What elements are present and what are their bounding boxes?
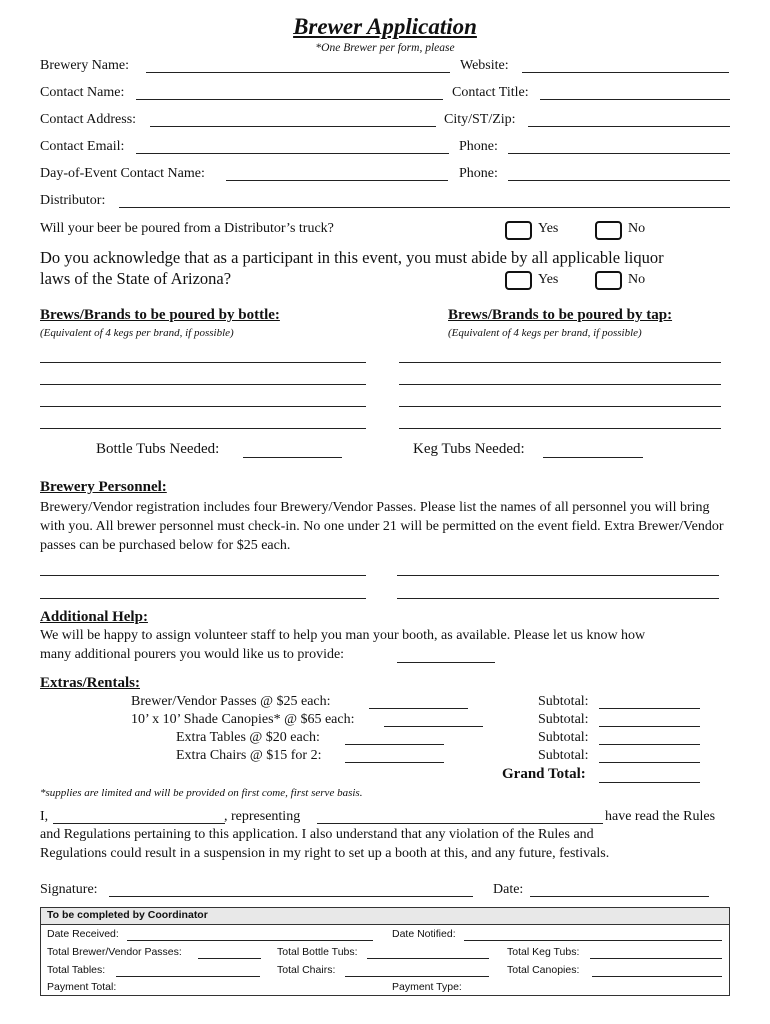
subtotal-label-1: Subtotal:	[538, 694, 589, 709]
subtotal-label-4: Subtotal:	[538, 748, 589, 763]
bottle-brand-field-4[interactable]	[40, 428, 366, 429]
total-canopies-field[interactable]	[592, 976, 722, 977]
contact-email-field[interactable]	[136, 153, 449, 154]
personnel-field-4[interactable]	[397, 598, 719, 599]
canopies-qty-field[interactable]	[384, 726, 483, 727]
extras-header: Extras/Rentals:	[40, 675, 140, 691]
phone-field[interactable]	[508, 153, 730, 154]
truck-yes-label: Yes	[538, 221, 559, 236]
truck-question: Will your beer be poured from a Distributor’s truck?	[40, 221, 334, 236]
total-tables-field[interactable]	[116, 976, 260, 977]
ack-question-line1: Do you acknowledge that as a participant in this event, you must abide by all applicable liquor	[40, 248, 664, 267]
day-of-event-contact-label: Day-of-Event Contact Name:	[40, 166, 205, 181]
total-passes-field[interactable]	[198, 958, 261, 959]
agreement-have-read: have read the Rules	[605, 809, 716, 824]
coordinator-title: To be completed by Coordinator	[47, 909, 208, 921]
website-label: Website:	[460, 58, 509, 73]
contact-title-field[interactable]	[540, 99, 730, 100]
grand-total-label: Grand Total:	[502, 766, 586, 782]
extras-item-chairs: Extra Chairs @ $15 for 2:	[176, 748, 322, 763]
contact-name-label: Contact Name:	[40, 85, 125, 100]
subtotal-field-2[interactable]	[599, 726, 700, 727]
date-received-label: Date Received:	[47, 928, 119, 940]
subtotal-label-3: Subtotal:	[538, 730, 589, 745]
contact-name-field[interactable]	[136, 99, 443, 100]
total-bottle-tubs-label: Total Bottle Tubs:	[277, 946, 358, 958]
bottle-brand-field-2[interactable]	[40, 384, 366, 385]
coordinator-box	[40, 907, 730, 996]
subtotal-field-1[interactable]	[599, 708, 700, 709]
page-subtitle: *One Brewer per form, please	[315, 42, 455, 54]
subtotal-label-2: Subtotal:	[538, 712, 589, 727]
tap-header: Brews/Brands to be poured by tap:	[448, 307, 673, 323]
subtotal-field-4[interactable]	[599, 762, 700, 763]
total-chairs-label: Total Chairs:	[277, 964, 336, 976]
contact-email-label: Contact Email:	[40, 139, 125, 154]
extras-footnote: *supplies are limited and will be provided on first come, first serve basis.	[40, 787, 363, 799]
tables-qty-field[interactable]	[345, 744, 444, 745]
agreement-company-field[interactable]	[317, 823, 603, 824]
contact-address-field[interactable]	[150, 126, 436, 127]
personnel-field-1[interactable]	[40, 575, 366, 576]
date-notified-label: Date Notified:	[392, 928, 456, 940]
bottle-note: (Equivalent of 4 kegs per brand, if possible)	[40, 327, 234, 339]
tap-brand-field-3[interactable]	[399, 406, 721, 407]
bottle-tubs-label: Bottle Tubs Needed:	[96, 441, 220, 457]
extras-item-tables: Extra Tables @ $20 each:	[176, 730, 320, 745]
total-passes-label: Total Brewer/Vendor Passes:	[47, 946, 182, 958]
contact-address-label: Contact Address:	[40, 112, 137, 127]
personnel-field-3[interactable]	[40, 598, 366, 599]
total-keg-tubs-label: Total Keg Tubs:	[507, 946, 580, 958]
distributor-field[interactable]	[119, 207, 730, 208]
page-title: Brewer Application	[293, 14, 477, 39]
payment-total-label: Payment Total:	[47, 981, 117, 993]
signature-field[interactable]	[109, 896, 473, 897]
truck-yes-checkbox[interactable]	[505, 221, 532, 240]
bottle-brand-field-3[interactable]	[40, 406, 366, 407]
city-st-zip-label: City/ST/Zip:	[444, 112, 516, 127]
help-line2: many additional pourers you would like us to provide:	[40, 647, 345, 662]
extras-item-passes: Brewer/Vendor Passes @ $25 each:	[131, 694, 331, 709]
chairs-qty-field[interactable]	[345, 762, 444, 763]
personnel-field-2[interactable]	[397, 575, 719, 576]
agreement-line3: Regulations could result in a suspension in my right to set up a booth at this, and any future, festivals.	[40, 846, 610, 861]
date-notified-field[interactable]	[464, 940, 722, 941]
bottle-tubs-field[interactable]	[243, 457, 342, 458]
date-received-field[interactable]	[127, 940, 373, 941]
bottle-brand-field-1[interactable]	[40, 362, 366, 363]
total-tables-label: Total Tables:	[47, 964, 106, 976]
day-of-event-contact-field[interactable]	[226, 180, 448, 181]
tap-brand-field-1[interactable]	[399, 362, 721, 363]
agreement-i: I,	[40, 809, 49, 824]
personnel-text: Brewery/Vendor registration includes four Brewery/Vendor Passes. Please list the names of all personnel you will bring with you. All brewer personnel must check-in. No one under 21 will be permitted on the event field. Extra Brewer/Vendor passes can be purchased below for $25 each.	[40, 500, 724, 553]
tap-brand-field-4[interactable]	[399, 428, 721, 429]
ack-no-checkbox[interactable]	[595, 271, 622, 290]
ack-yes-label: Yes	[538, 272, 559, 287]
city-st-zip-field[interactable]	[528, 126, 730, 127]
distributor-label: Distributor:	[40, 193, 106, 208]
contact-title-label: Contact Title:	[452, 85, 529, 100]
bottle-header: Brews/Brands to be poured by bottle:	[40, 307, 280, 323]
tap-brand-field-2[interactable]	[399, 384, 721, 385]
total-bottle-tubs-field[interactable]	[367, 958, 489, 959]
pourers-field[interactable]	[397, 662, 495, 663]
agreement-representing: , representing	[224, 809, 301, 824]
phone2-field[interactable]	[508, 180, 730, 181]
passes-qty-field[interactable]	[369, 708, 468, 709]
subtotal-field-3[interactable]	[599, 744, 700, 745]
extras-item-canopies: 10’ x 10’ Shade Canopies* @ $65 each:	[131, 712, 355, 727]
agreement-name-field[interactable]	[53, 823, 225, 824]
ack-yes-checkbox[interactable]	[505, 271, 532, 290]
keg-tubs-field[interactable]	[543, 457, 643, 458]
phone2-label: Phone:	[459, 166, 498, 181]
brewery-name-label: Brewery Name:	[40, 58, 130, 73]
website-field[interactable]	[522, 72, 729, 73]
date-label: Date:	[493, 882, 524, 897]
ack-no-label: No	[628, 272, 646, 287]
truck-no-checkbox[interactable]	[595, 221, 622, 240]
tap-note: (Equivalent of 4 kegs per brand, if possible)	[448, 327, 642, 339]
phone-label: Phone:	[459, 139, 498, 154]
help-line1: We will be happy to assign volunteer staff to help you man your booth, as available. Please let us know how	[40, 628, 646, 643]
total-chairs-field[interactable]	[345, 976, 489, 977]
total-keg-tubs-field[interactable]	[590, 958, 722, 959]
keg-tubs-label: Keg Tubs Needed:	[413, 441, 525, 457]
grand-total-field[interactable]	[599, 782, 700, 783]
personnel-header: Brewery Personnel:	[40, 479, 167, 495]
ack-question-line2: laws of the State of Arizona?	[40, 269, 232, 288]
date-field[interactable]	[530, 896, 709, 897]
total-canopies-label: Total Canopies:	[507, 964, 580, 976]
truck-no-label: No	[628, 221, 646, 236]
payment-type-label: Payment Type:	[392, 981, 462, 993]
agreement-line2: and Regulations pertaining to this application. I also understand that any violation of the Rules and	[40, 827, 594, 842]
brewery-name-field[interactable]	[146, 72, 450, 73]
help-header: Additional Help:	[40, 609, 148, 625]
signature-label: Signature:	[40, 882, 98, 897]
